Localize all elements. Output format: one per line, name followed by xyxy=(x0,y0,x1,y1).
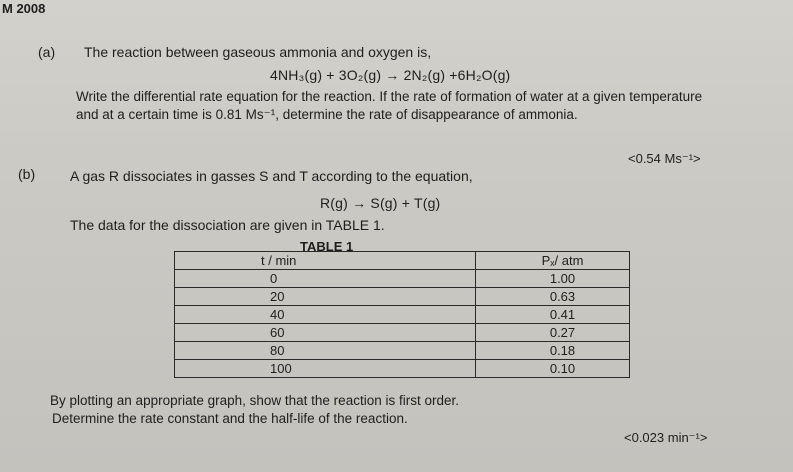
pressure-cell: 0.41 xyxy=(476,306,630,324)
table-row xyxy=(175,342,630,360)
part-b-rate-question: Determine the rate constant and the half-life of the reaction. xyxy=(52,411,408,426)
part-b-answer: <0.023 min⁻¹> xyxy=(624,430,708,445)
pressure-cell: 0.27 xyxy=(476,324,630,342)
time-cell: 100 xyxy=(175,360,476,378)
time-cell: 40 xyxy=(175,306,476,324)
ammonia-equation: 4NH₃(g) + 3O₂(g) → 2N₂(g) +6H₂O(g) xyxy=(270,67,511,83)
table-row xyxy=(175,288,630,306)
time-cell: 20 xyxy=(175,288,476,306)
time-cell: 80 xyxy=(175,342,476,360)
table-title: TABLE 1 xyxy=(300,239,354,254)
time-cell: 60 xyxy=(175,324,476,342)
part-a-answer: <0.54 Ms⁻¹> xyxy=(628,151,701,166)
pressure-cell: 1.00 xyxy=(476,270,630,288)
table-header-time: t / min xyxy=(175,252,476,270)
table-header-row xyxy=(175,252,630,270)
exam-code: M 2008 xyxy=(2,1,46,16)
table-row xyxy=(175,270,630,288)
part-a-question-line2: and at a certain time is 0.81 Ms⁻¹, determine the rate of disappearance of ammonia. xyxy=(76,107,578,122)
pressure-cell: 0.63 xyxy=(476,288,630,306)
pressure-cell: 0.10 xyxy=(476,360,630,378)
dissociation-equation: R(g) → S(g) + T(g) xyxy=(320,195,441,211)
part-b-label: (b) xyxy=(18,166,36,182)
part-b-table-ref: The data for the dissociation are given in TABLE 1. xyxy=(70,217,385,233)
part-b-intro: A gas R dissociates in gasses S and T according to the equation, xyxy=(70,168,473,184)
table-header-pressure: Pₓ/ atm xyxy=(476,252,630,270)
part-a-intro: The reaction between gaseous ammonia and oxygen is, xyxy=(84,44,432,60)
part-a-question-line1: Write the differential rate equation for the reaction. If the rate of formation of water at a given temperature xyxy=(76,89,703,104)
pressure-cell: 0.18 xyxy=(476,342,630,360)
table-row xyxy=(175,360,630,378)
data-table xyxy=(174,251,630,378)
table-row xyxy=(175,324,630,342)
part-a-label: (a) xyxy=(38,44,56,60)
time-cell: 0 xyxy=(175,270,476,288)
part-b-graph-instruction: By plotting an appropriate graph, show that the reaction is first order. xyxy=(50,393,459,408)
table-row xyxy=(175,306,630,324)
